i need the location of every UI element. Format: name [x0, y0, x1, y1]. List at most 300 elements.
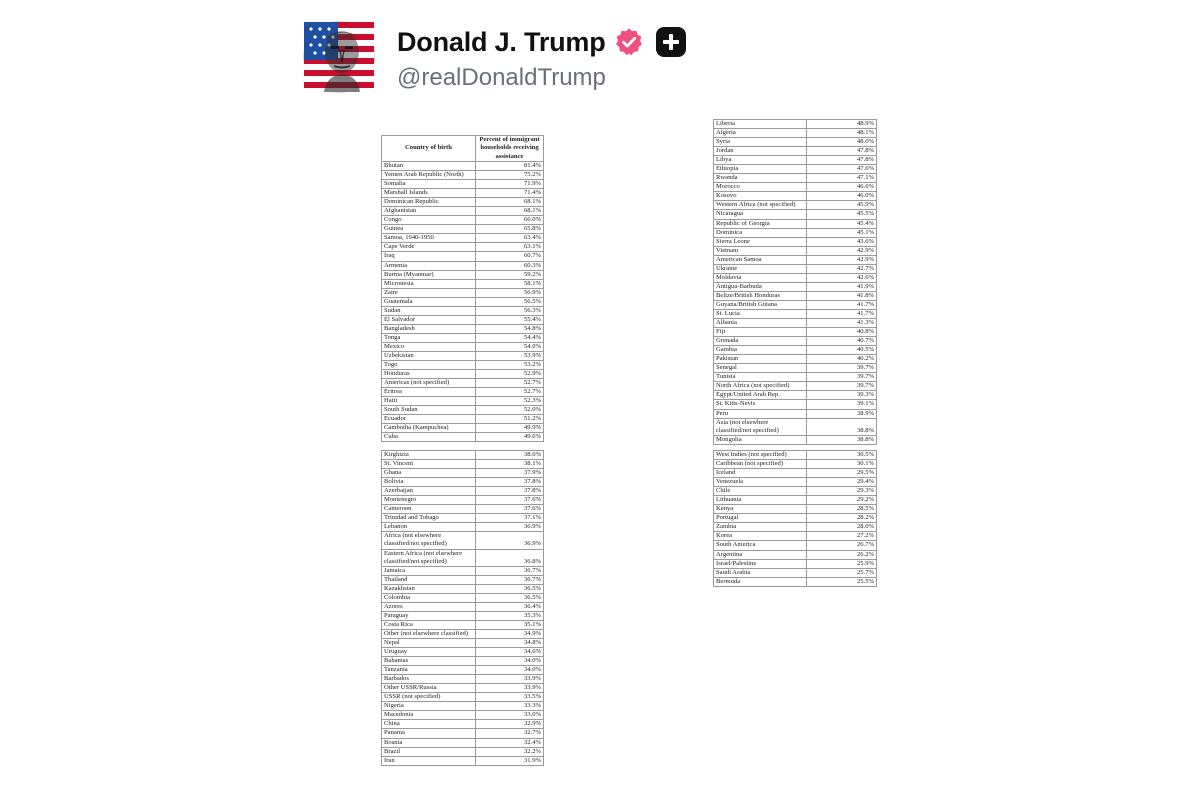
- country-cell: Ethiopia: [714, 165, 807, 174]
- table-row: [714, 568, 877, 577]
- country-cell: Cuba: [382, 433, 476, 442]
- percent-cell: 33.3%: [475, 702, 543, 711]
- table-row: [714, 523, 877, 532]
- country-cell: Nicaragua: [714, 210, 807, 219]
- table-row: [714, 165, 877, 174]
- country-cell: Iran: [382, 756, 476, 765]
- country-cell: Costa Rica: [382, 620, 476, 629]
- percent-cell: 36.5%: [475, 584, 543, 593]
- country-cell: Barbados: [382, 675, 476, 684]
- country-cell: Trinidad and Tobago: [382, 514, 476, 523]
- percent-cell: 71.9%: [475, 180, 543, 189]
- country-cell: Azores: [382, 602, 476, 611]
- country-cell: Americas (not specified): [382, 379, 476, 388]
- country-cell: St. Lucia: [714, 309, 807, 318]
- country-cell: Ukraine: [714, 264, 807, 273]
- user-handle[interactable]: @realDonaldTrump: [397, 64, 606, 91]
- country-cell: Belize/British Honduras: [714, 291, 807, 300]
- percent-cell: 60.7%: [475, 252, 543, 261]
- table-row: [382, 460, 544, 469]
- country-cell: Thailand: [382, 575, 476, 584]
- assistance-table-3: [381, 450, 544, 766]
- table-row: [714, 382, 877, 391]
- country-cell: Morocco: [714, 183, 807, 192]
- table-row: [382, 738, 544, 747]
- percent-cell: 33.9%: [475, 684, 543, 693]
- country-cell: Ghana: [382, 469, 476, 478]
- percent-cell: 63.4%: [475, 234, 543, 243]
- percent-cell: 81.4%: [475, 162, 543, 171]
- table-row: [714, 337, 877, 346]
- country-cell: Tanzania: [382, 666, 476, 675]
- table-row: [382, 566, 544, 575]
- country-cell: Montenegro: [382, 496, 476, 505]
- table-image-4: [713, 450, 877, 585]
- table-row: [382, 397, 544, 406]
- table-row: [382, 693, 544, 702]
- table-row: [382, 351, 544, 360]
- percent-cell: 31.9%: [475, 756, 543, 765]
- percent-cell: 39.7%: [806, 364, 876, 373]
- country-cell: Dominica: [714, 228, 807, 237]
- table-row: [714, 147, 877, 156]
- country-cell: Tonga: [382, 333, 476, 342]
- percent-cell: 33.5%: [475, 693, 543, 702]
- table-row: [714, 355, 877, 364]
- table-row: [714, 192, 877, 201]
- percent-cell: 38.6%: [475, 451, 543, 460]
- assistance-table-2: [713, 119, 877, 445]
- country-cell: Israel/Palestine: [714, 559, 807, 568]
- table-row: [382, 584, 544, 593]
- percent-cell: 51.2%: [475, 415, 543, 424]
- table-row: [382, 270, 544, 279]
- country-cell: Senegal: [714, 364, 807, 373]
- assistance-table-1: [381, 135, 544, 442]
- percent-cell: 52.7%: [475, 379, 543, 388]
- percent-cell: 68.1%: [475, 207, 543, 216]
- country-cell: Uzbekistan: [382, 351, 476, 360]
- country-cell: Saudi Arabia: [714, 568, 807, 577]
- country-cell: Chile: [714, 487, 807, 496]
- percent-cell: 45.4%: [806, 219, 876, 228]
- country-cell: South Sudan: [382, 406, 476, 415]
- percent-cell: 37.8%: [475, 478, 543, 487]
- percent-cell: 33.0%: [475, 711, 543, 720]
- percent-cell: 34.0%: [475, 657, 543, 666]
- percent-cell: 37.6%: [475, 496, 543, 505]
- percent-cell: 48.9%: [806, 120, 876, 129]
- country-cell: Libya: [714, 156, 807, 165]
- country-cell: Lebanon: [382, 523, 476, 532]
- table-row: [382, 162, 544, 171]
- percent-cell: 28.5%: [806, 505, 876, 514]
- percent-cell: 36.9%: [475, 532, 543, 549]
- country-cell: Bahamas: [382, 657, 476, 666]
- table-row: [714, 228, 877, 237]
- percent-cell: 39.1%: [806, 400, 876, 409]
- country-cell: South America: [714, 541, 807, 550]
- country-cell: Burma (Myanmar): [382, 270, 476, 279]
- percent-cell: 36.7%: [475, 575, 543, 584]
- country-cell: Tunisia: [714, 373, 807, 382]
- country-cell: Algeria: [714, 129, 807, 138]
- country-cell: Other USSR/Russia: [382, 684, 476, 693]
- country-cell: Samoa, 1940-1950: [382, 234, 476, 243]
- table-row: [382, 487, 544, 496]
- table-row: [714, 435, 877, 444]
- table-row: [714, 264, 877, 273]
- table-row: [382, 648, 544, 657]
- table-row: [382, 424, 544, 433]
- table-row: [382, 620, 544, 629]
- table-row: [382, 514, 544, 523]
- percent-cell: 33.9%: [475, 675, 543, 684]
- percent-cell: 41.8%: [806, 291, 876, 300]
- percent-cell: 45.9%: [806, 201, 876, 210]
- table-row: [382, 684, 544, 693]
- percent-cell: 30.5%: [806, 451, 876, 460]
- table-row: [382, 747, 544, 756]
- table-row: [714, 418, 877, 435]
- percent-cell: 29.3%: [806, 487, 876, 496]
- table-row: [382, 216, 544, 225]
- country-cell: Eastern Africa (not elsewhere classified/not specified): [382, 549, 476, 566]
- table-row: [714, 577, 877, 586]
- country-cell: Afghanistan: [382, 207, 476, 216]
- country-cell: Gambia: [714, 346, 807, 355]
- table-row: [382, 333, 544, 342]
- percent-cell: 47.1%: [806, 174, 876, 183]
- country-cell: American Samoa: [714, 255, 807, 264]
- country-cell: Bangladesh: [382, 324, 476, 333]
- percent-cell: 36.8%: [475, 549, 543, 566]
- table-row: [382, 711, 544, 720]
- table-row: [714, 496, 877, 505]
- percent-cell: 25.9%: [806, 559, 876, 568]
- country-cell: Korea: [714, 532, 807, 541]
- table-row: [382, 702, 544, 711]
- percent-cell: 25.7%: [806, 568, 876, 577]
- percent-cell: 45.5%: [806, 210, 876, 219]
- country-cell: Republic of Georgia: [714, 219, 807, 228]
- table-row: [714, 319, 877, 328]
- percent-cell: 63.1%: [475, 243, 543, 252]
- table-row: [382, 198, 544, 207]
- percent-cell: 28.0%: [806, 523, 876, 532]
- percent-cell: 60.3%: [475, 261, 543, 270]
- table-row: [382, 505, 544, 514]
- percent-cell: 40.8%: [806, 328, 876, 337]
- table-row: [714, 391, 877, 400]
- country-cell: West Indies (not specified): [714, 451, 807, 460]
- country-cell: Antigua-Barbuda: [714, 282, 807, 291]
- percent-cell: 34.0%: [475, 666, 543, 675]
- percent-cell: 42.7%: [806, 264, 876, 273]
- table-row: [714, 532, 877, 541]
- table-row: [382, 657, 544, 666]
- percent-cell: 71.4%: [475, 189, 543, 198]
- avatar[interactable]: [303, 21, 375, 93]
- country-cell: Haiti: [382, 397, 476, 406]
- country-cell: Iraq: [382, 252, 476, 261]
- country-cell: Cambodia (Kampuchea): [382, 424, 476, 433]
- percent-cell: 75.2%: [475, 171, 543, 180]
- table-row: [714, 138, 877, 147]
- percent-cell: 46.0%: [806, 192, 876, 201]
- country-cell: Uruguay: [382, 648, 476, 657]
- table-row: [714, 541, 877, 550]
- table-row: [714, 373, 877, 382]
- percent-cell: 29.2%: [806, 496, 876, 505]
- percent-cell: 27.2%: [806, 532, 876, 541]
- table-row: [714, 469, 877, 478]
- percent-cell: 46.6%: [806, 183, 876, 192]
- table-row: [382, 602, 544, 611]
- table-row: [714, 237, 877, 246]
- percent-cell: 53.2%: [475, 361, 543, 370]
- country-cell: El Salvador: [382, 315, 476, 324]
- assistance-table-4: [713, 450, 877, 587]
- table-row: [714, 219, 877, 228]
- country-cell: Western Africa (not specified): [714, 201, 807, 210]
- table-row: [714, 129, 877, 138]
- percent-cell: 49.6%: [475, 433, 543, 442]
- percent-cell: 26.7%: [806, 541, 876, 550]
- verified-badge-icon: [614, 27, 644, 57]
- percent-cell: 41.3%: [806, 319, 876, 328]
- country-cell: Iceland: [714, 469, 807, 478]
- country-cell: Nepal: [382, 638, 476, 647]
- percent-cell: 65.8%: [475, 225, 543, 234]
- plus-icon[interactable]: [656, 27, 686, 57]
- percent-cell: 47.8%: [806, 156, 876, 165]
- country-cell: Syria: [714, 138, 807, 147]
- table-row: [382, 415, 544, 424]
- percent-cell: 49.9%: [475, 424, 543, 433]
- percent-cell: 52.9%: [475, 370, 543, 379]
- percent-cell: 52.3%: [475, 397, 543, 406]
- percent-cell: 59.2%: [475, 270, 543, 279]
- percent-cell: 39.3%: [806, 391, 876, 400]
- country-cell: Jordan: [714, 147, 807, 156]
- percent-cell: 38.8%: [806, 418, 876, 435]
- country-cell: Micronesia: [382, 279, 476, 288]
- table-row: [382, 379, 544, 388]
- percent-cell: 48.0%: [806, 138, 876, 147]
- table-image-1: [381, 135, 544, 441]
- country-cell: Grenada: [714, 337, 807, 346]
- table-row: [714, 300, 877, 309]
- table-image-3: [381, 450, 544, 770]
- percent-cell: 42.6%: [806, 273, 876, 282]
- table-row: [714, 282, 877, 291]
- country-cell: USSR (not specified): [382, 693, 476, 702]
- table-row: [382, 629, 544, 638]
- display-name[interactable]: Donald J. Trump: [397, 26, 606, 57]
- country-cell: St. Vincent: [382, 460, 476, 469]
- table-row: [382, 361, 544, 370]
- percent-cell: 47.8%: [806, 147, 876, 156]
- percent-cell: 41.9%: [806, 282, 876, 291]
- post-author-names: [397, 22, 686, 92]
- country-cell: Mongolia: [714, 435, 807, 444]
- country-cell: Nigeria: [382, 702, 476, 711]
- country-cell: Bolivia: [382, 478, 476, 487]
- percent-cell: 37.9%: [475, 469, 543, 478]
- country-cell: Jamaica: [382, 566, 476, 575]
- percent-cell: 30.1%: [806, 460, 876, 469]
- country-cell: Argentina: [714, 550, 807, 559]
- percent-cell: 55.4%: [475, 315, 543, 324]
- percent-cell: 37.8%: [475, 487, 543, 496]
- table-row: [382, 180, 544, 189]
- table-row: [382, 638, 544, 647]
- table-row: [714, 156, 877, 165]
- table-row: [714, 346, 877, 355]
- percent-cell: 36.4%: [475, 602, 543, 611]
- table-row: [714, 246, 877, 255]
- percent-cell: 41.7%: [806, 309, 876, 318]
- country-cell: Eritrea: [382, 388, 476, 397]
- table-row: [714, 364, 877, 373]
- country-cell: Other (not elsewhere classified): [382, 629, 476, 638]
- table-row: [382, 207, 544, 216]
- percent-cell: 36.7%: [475, 566, 543, 575]
- country-cell: Togo: [382, 361, 476, 370]
- country-cell: Guatemala: [382, 297, 476, 306]
- country-cell: Cameroon: [382, 505, 476, 514]
- percent-cell: 39.7%: [806, 382, 876, 391]
- table-row: [714, 550, 877, 559]
- country-cell: Somalia: [382, 180, 476, 189]
- table-row: [714, 478, 877, 487]
- country-cell: Moldavia: [714, 273, 807, 282]
- percent-cell: 40.2%: [806, 355, 876, 364]
- table-row: [382, 756, 544, 765]
- country-cell: Kosovo: [714, 192, 807, 201]
- country-cell: Guyana/British Guiana: [714, 300, 807, 309]
- table-row: [714, 400, 877, 409]
- country-cell: North Africa (not specified): [714, 382, 807, 391]
- percent-cell: 25.5%: [806, 577, 876, 586]
- country-cell: China: [382, 720, 476, 729]
- percent-cell: 54.0%: [475, 342, 543, 351]
- country-cell: Kazakhstan: [382, 584, 476, 593]
- country-cell: Paraguay: [382, 611, 476, 620]
- percent-cell: 56.9%: [475, 288, 543, 297]
- country-cell: Liberia: [714, 120, 807, 129]
- country-cell: Egypt/United Arab Rep.: [714, 391, 807, 400]
- country-cell: Yemen Arab Republic (North): [382, 171, 476, 180]
- country-cell: Rwanda: [714, 174, 807, 183]
- table-row: [382, 675, 544, 684]
- country-cell: St. Kitts-Nevis: [714, 400, 807, 409]
- table-row: [714, 183, 877, 192]
- percent-cell: 56.3%: [475, 306, 543, 315]
- country-cell: Marshall Islands: [382, 189, 476, 198]
- percent-cell: 35.1%: [475, 620, 543, 629]
- percent-cell: 28.2%: [806, 514, 876, 523]
- country-cell: Fiji: [714, 328, 807, 337]
- table-row: [382, 729, 544, 738]
- country-cell: Mexico: [382, 342, 476, 351]
- table-row: [714, 309, 877, 318]
- country-cell: Sudan: [382, 306, 476, 315]
- country-cell: Albania: [714, 319, 807, 328]
- country-cell: Bhutan: [382, 162, 476, 171]
- country-cell: Asia (not elsewhere classified/not specified): [714, 418, 807, 435]
- percent-cell: 53.9%: [475, 351, 543, 360]
- table-row: [714, 210, 877, 219]
- country-cell: Venezuela: [714, 478, 807, 487]
- table-row: [714, 559, 877, 568]
- flag-portrait-avatar-icon: [304, 22, 374, 92]
- post-header: [303, 20, 686, 94]
- table-row: [714, 460, 877, 469]
- country-cell: Cape Verde: [382, 243, 476, 252]
- table-row: [382, 433, 544, 442]
- percent-cell: 48.1%: [806, 129, 876, 138]
- percent-cell: 36.9%: [475, 523, 543, 532]
- percent-cell: 40.5%: [806, 346, 876, 355]
- percent-cell: 38.1%: [475, 460, 543, 469]
- table-row: [382, 324, 544, 333]
- table-row: [382, 666, 544, 675]
- country-cell: Panama: [382, 729, 476, 738]
- percent-cell: 32.2%: [475, 747, 543, 756]
- table-row: [714, 120, 877, 129]
- country-cell: Kirghizia: [382, 451, 476, 460]
- country-cell: Armenia: [382, 261, 476, 270]
- percent-cell: 37.1%: [475, 514, 543, 523]
- table-row: [382, 297, 544, 306]
- table-row: [382, 532, 544, 549]
- country-cell: Dominican Republic: [382, 198, 476, 207]
- percent-cell: 38.9%: [806, 409, 876, 418]
- percent-cell: 34.8%: [475, 638, 543, 647]
- table-row: [382, 593, 544, 602]
- percent-cell: 47.6%: [806, 165, 876, 174]
- table-row: [382, 451, 544, 460]
- percent-cell: 37.6%: [475, 505, 543, 514]
- table-row: [714, 255, 877, 264]
- table-row: [714, 174, 877, 183]
- percent-cell: 42.9%: [806, 246, 876, 255]
- table-row: [382, 279, 544, 288]
- table-row: [382, 234, 544, 243]
- table-row: [382, 306, 544, 315]
- country-cell: Portugal: [714, 514, 807, 523]
- country-cell: Bermuda: [714, 577, 807, 586]
- table-row: [382, 225, 544, 234]
- percent-cell: 42.9%: [806, 255, 876, 264]
- country-cell: Zaire: [382, 288, 476, 297]
- country-cell: Colombia: [382, 593, 476, 602]
- table-row: [714, 451, 877, 460]
- country-cell: Sierra Leone: [714, 237, 807, 246]
- table-row: [382, 342, 544, 351]
- percent-cell: 35.3%: [475, 611, 543, 620]
- percent-cell: 52.7%: [475, 388, 543, 397]
- country-cell: Kenya: [714, 505, 807, 514]
- country-cell: Bosnia: [382, 738, 476, 747]
- percent-cell: 43.6%: [806, 237, 876, 246]
- country-cell: Pakistan: [714, 355, 807, 364]
- percent-cell: 40.7%: [806, 337, 876, 346]
- country-cell: Brazil: [382, 747, 476, 756]
- percent-cell: 32.4%: [475, 738, 543, 747]
